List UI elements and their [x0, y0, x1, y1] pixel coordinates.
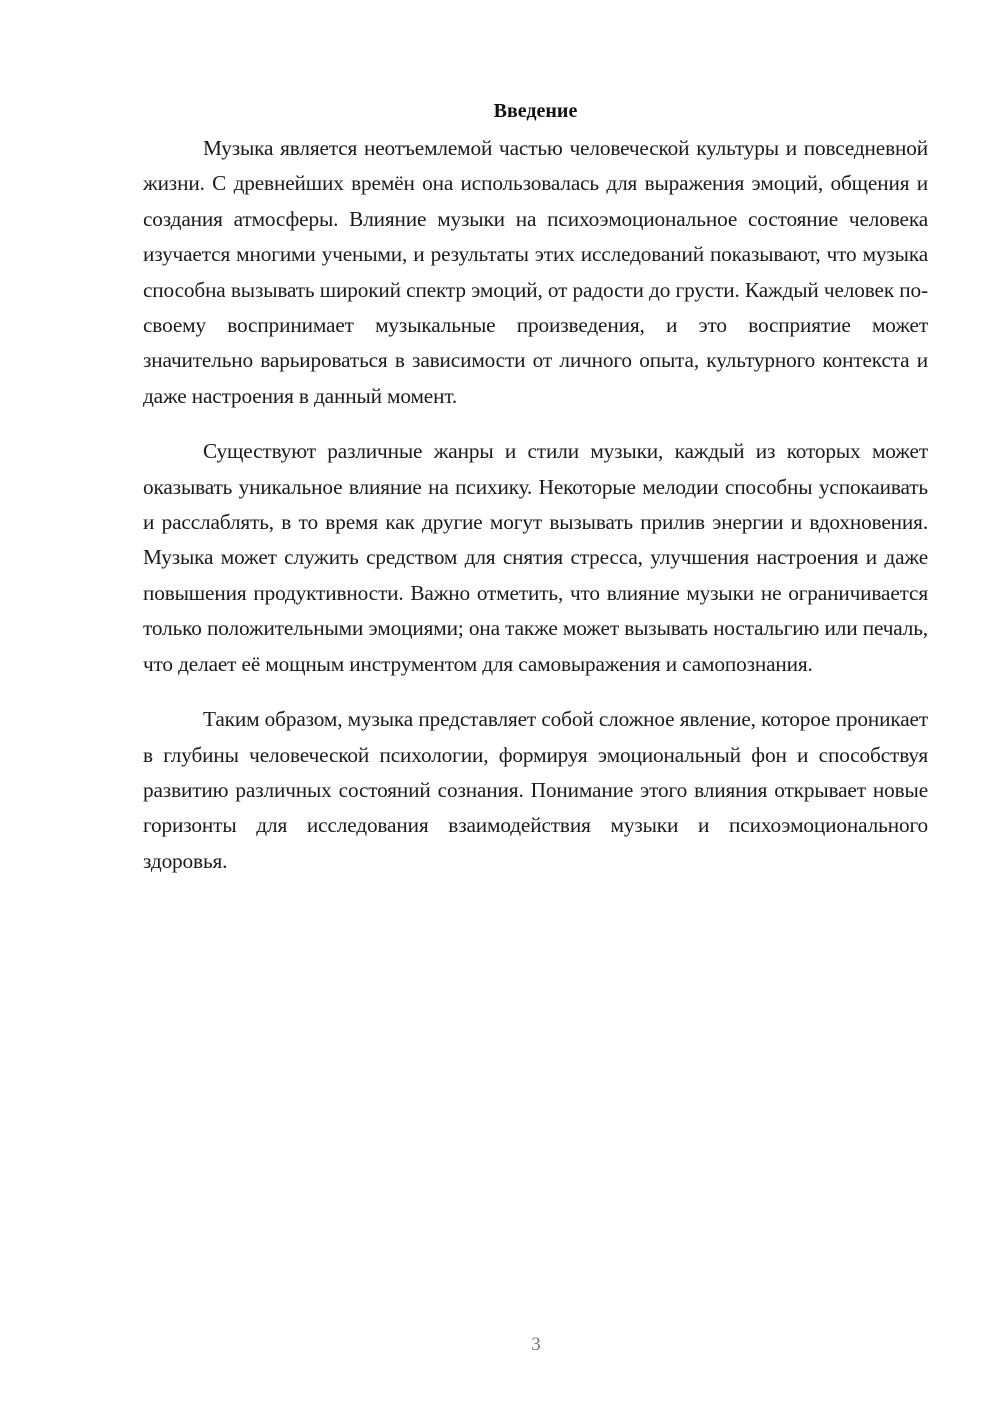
section-heading: Введение	[493, 100, 578, 122]
paragraph-3: Таким образом, музыка представляет собой сложное явление, которое проникает в глубины человеческой психологии, формируя эмоциональный фон и способствуя развитию различных состояний сознания. Понимание этого влияния открывает новые горизонты для исследования взаимодействия музыки и психоэмоционального здоровья.	[143, 707, 928, 873]
paragraph-1: Музыка является неотъемлемой частью человеческой культуры и повседневной жизни. С древнейших времён она использовалась для выражения эмоций, общения и создания атмосферы. Влияние музыки на психоэмоциональное состояние человека изучается многими учеными, и результаты этих исследований показывают, что музыка способна вызывать широкий спектр эмоций, от радости до грусти. Каждый человек по-своему воспринимает музыкальные произведения, и это восприятие может значительно варьироваться в зависимости от личного опыта, культурного контекста и даже настроения в данный момент.	[143, 136, 928, 408]
page-number: 3	[531, 1334, 541, 1355]
page-content	[143, 95, 928, 899]
paragraph-2: Существуют различные жанры и стили музыки, каждый из которых может оказывать уникальное влияние на психику. Некоторые мелодии способны успокаивать и расслаблять, в то время как другие могут вызывать прилив энергии и вдохновения. Музыка может служить средством для снятия стресса, улучшения настроения и даже повышения продуктивности. Важно отметить, что влияние музыки не ограничивается только положительными эмоциями; она также может вызывать ностальгию или печаль, что делает её мощным инструментом для самовыражения и самопознания.	[143, 439, 928, 676]
